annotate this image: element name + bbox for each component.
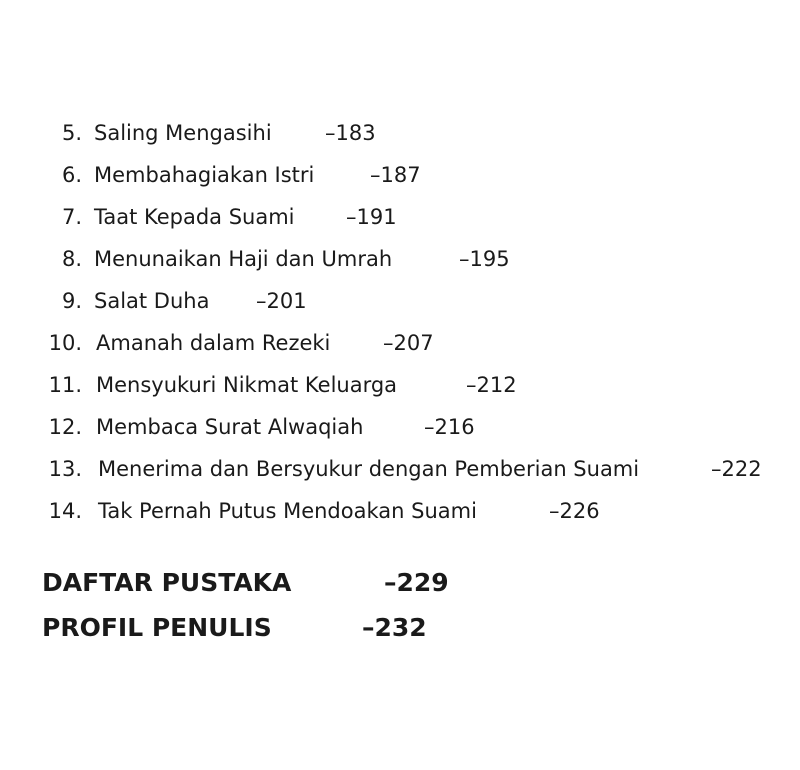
toc-entry-page: –226 [549,499,600,523]
toc-entry-page: –212 [466,373,517,397]
toc-entry-number: 11. [48,373,82,397]
toc-entry-page: –207 [383,331,434,355]
toc-entry [0,112,800,154]
toc-entry [0,322,800,364]
toc-entry-number: 10. [48,331,82,355]
toc-entry-title: Taat Kepada Suami [94,205,295,229]
toc-entry-title: Membahagiakan Istri [94,163,315,187]
toc-entry-number: 9. [61,289,82,313]
toc-entry-number: 8. [61,247,82,271]
toc-entry [0,154,800,196]
toc-entry-page: –201 [256,289,307,313]
toc-entry-title: Saling Mengasihi [94,121,272,145]
toc-entry-number: 7. [61,205,82,229]
toc-entry [0,490,800,532]
toc-entry-title: Salat Duha [94,289,210,313]
author-profile-page: –232 [362,613,427,642]
toc-entry-number: 13. [48,457,82,481]
toc-entry-number: 5. [61,121,82,145]
bibliography-title: DAFTAR PUSTAKA [42,568,292,597]
toc-entry [0,406,800,448]
toc-entry [0,448,800,490]
toc-entry-title: Menunaikan Haji dan Umrah [94,247,393,271]
toc-entry-title: Tak Pernah Putus Mendoakan Suami [98,499,477,523]
toc-entry-number: 6. [61,163,82,187]
toc-entry-title: Membaca Surat Alwaqiah [96,415,364,439]
toc-entry-page: –183 [325,121,376,145]
toc-entry-number: 12. [48,415,82,439]
toc-entry-title: Amanah dalam Rezeki [96,331,331,355]
bibliography-page: –229 [384,568,449,597]
toc-entry [0,280,800,322]
toc-entry [0,196,800,238]
toc-entry-page: –195 [459,247,510,271]
toc-entry-page: –191 [346,205,397,229]
toc-entry-page: –216 [424,415,475,439]
toc-entry [0,364,800,406]
toc-entry [0,238,800,280]
author-profile-title: PROFIL PENULIS [42,613,272,642]
toc-entry-title: Menerima dan Bersyukur dengan Pemberian Suami [98,457,640,481]
table-of-contents [0,112,800,532]
toc-entry-title: Mensyukuri Nikmat Keluarga [96,373,398,397]
toc-entry-page: –222 [711,457,762,481]
toc-entry-number: 14. [48,499,82,523]
toc-entry-page: –187 [370,163,421,187]
